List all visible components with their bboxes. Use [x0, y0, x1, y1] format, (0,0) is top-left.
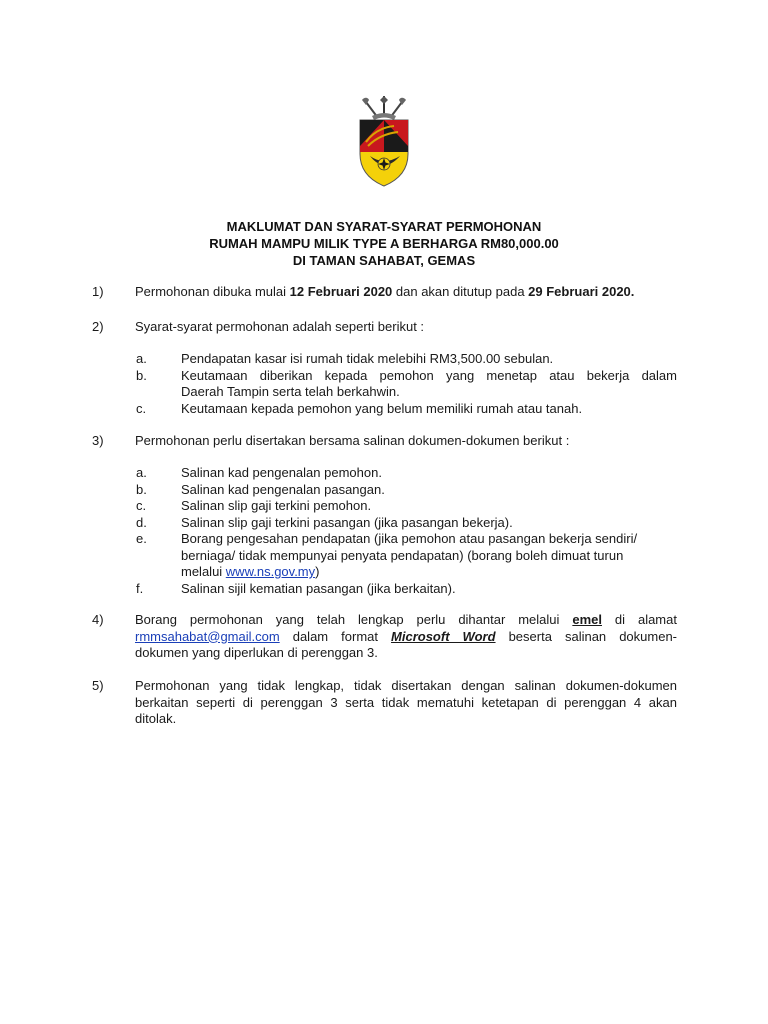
paragraph-1: 1) Permohonan dibuka mulai 12 Februari 2020 dan akan ditutup pada 29 Februari 2020.	[92, 284, 635, 299]
paragraph-number: 4)	[92, 612, 104, 627]
paragraph-number: 5)	[92, 678, 104, 693]
documents-list	[136, 465, 677, 597]
list-item: c. Keutamaan kepada pemohon yang belum memiliki rumah atau tanah.	[136, 400, 583, 416]
list-item: d. Salinan slip gaji terkini pasangan (jika pasangan bekerja).	[136, 514, 513, 530]
list-item: f. Salinan sijil kematian pasangan (jika berkaitan).	[136, 580, 456, 596]
format-label: Microsoft Word	[391, 628, 496, 644]
emel-label: emel	[572, 612, 602, 627]
email-link[interactable]: rmmsahabat@gmail.com	[135, 628, 280, 644]
paragraph-number: 1)	[92, 284, 104, 299]
document-title	[0, 218, 768, 269]
list-item: c. Salinan slip gaji terkini pemohon.	[136, 498, 372, 513]
paragraph-2: 2) Syarat-syarat permohonan adalah seperti berikut :	[92, 319, 425, 334]
list-item: e. Borang pengesahan pendapatan (jika pemohon atau pasangan bekerja sendiri/ berniaga/ tidak mempunyai penyata pendapatan) (borang boleh dimuat turun melalui www.ns.gov.my)	[136, 531, 638, 579]
close-date: 29 Februari 2020.	[528, 284, 635, 299]
title-line-3: DI TAMAN SAHABAT, GEMAS	[292, 253, 476, 268]
negeri-sembilan-crest-icon	[354, 94, 414, 188]
paragraph-4: 4) Borang permohonan yang telah lengkap perlu dihantar melalui emel di alamat rmmsahabat@gmail.com dalam format Microsoft Word beserta salinan dokumen- dokumen yang diperlukan di perenggan 3.	[92, 612, 677, 660]
open-date: 12 Februari 2020	[289, 284, 393, 299]
list-item: a. Salinan kad pengenalan pemohon.	[136, 465, 382, 480]
ns-gov-link[interactable]: www.ns.gov.my	[225, 564, 316, 579]
paragraph-5: 5) Permohonan yang tidak lengkap, tidak disertakan dengan salinan dokumen-dokumen berkaitan seperti di perenggan 3 serta tidak mematuhi ketetapan di perenggan 4 akan ditolak.	[92, 678, 677, 726]
list-item: b. Keutamaan diberikan kepada pemohon yang menetap atau bekerja dalam Daerah Tampin serta telah berkahwin.	[136, 367, 677, 399]
paragraph-number: 3)	[92, 433, 104, 448]
list-item: b. Salinan kad pengenalan pasangan.	[136, 481, 385, 497]
paragraph-3: 3) Permohonan perlu disertakan bersama salinan dokumen-dokumen berikut :	[92, 433, 570, 448]
paragraph-number: 2)	[92, 319, 104, 334]
list-item: a. Pendapatan kasar isi rumah tidak melebihi RM3,500.00 sebulan.	[136, 351, 554, 366]
title-line-2: RUMAH MAMPU MILIK TYPE A BERHARGA RM80,000.00	[209, 236, 559, 251]
title-line-1: MAKLUMAT DAN SYARAT-SYARAT PERMOHONAN	[226, 219, 542, 234]
requirements-list	[136, 351, 677, 417]
